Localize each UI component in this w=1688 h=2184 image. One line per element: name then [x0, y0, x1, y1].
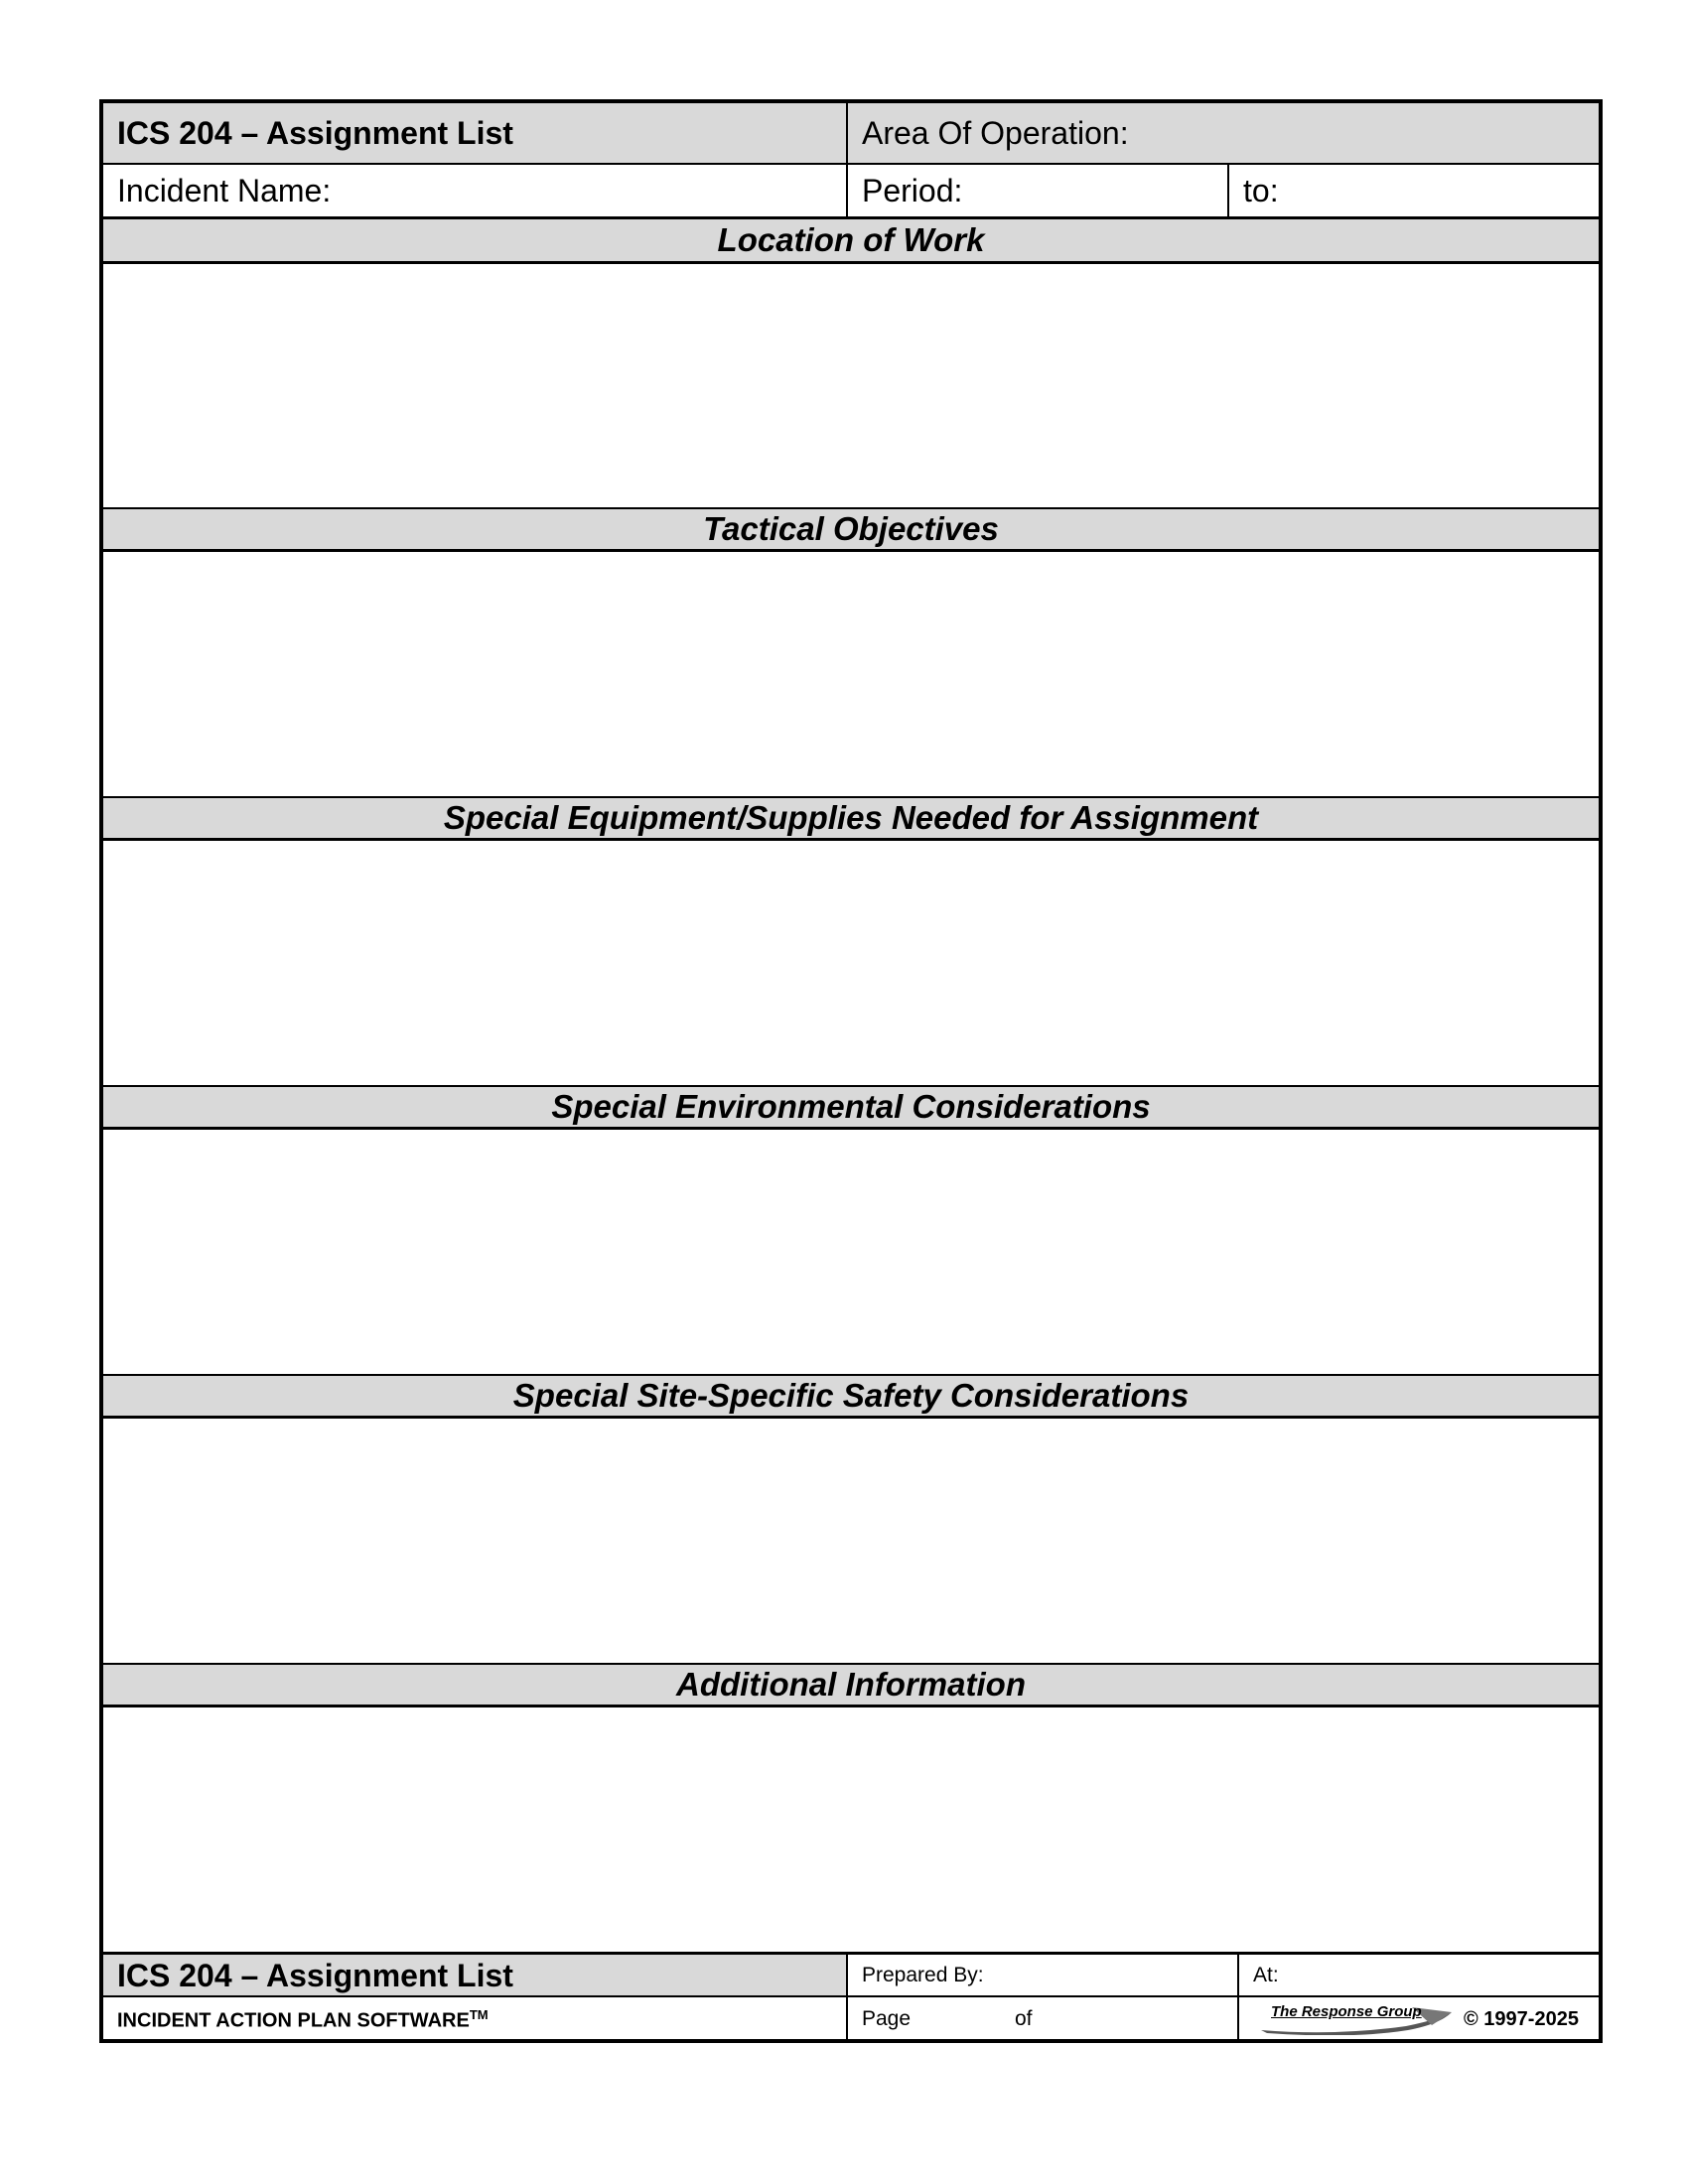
section-header-environmental: [103, 1087, 1599, 1127]
section-header-tactical-objectives: [103, 509, 1599, 549]
area-of-operation-field[interactable]: [848, 103, 1599, 163]
at-label: At:: [1253, 1964, 1279, 1986]
response-group-logo: [1257, 2003, 1456, 2035]
section-title-site-safety: Special Site-Specific Safety Considerations: [512, 1377, 1190, 1414]
additional-information-entry[interactable]: [103, 1707, 1599, 1952]
special-equipment-entry[interactable]: [103, 841, 1599, 1085]
copyright-label: © 1997-2025: [1464, 2008, 1579, 2030]
trademark-mark: TM: [469, 2007, 489, 2022]
software-name: INCIDENT ACTION PLAN SOFTWARE: [117, 2009, 470, 2032]
section-header-site-safety: [103, 1376, 1599, 1416]
of-label: of: [1015, 2007, 1033, 2030]
section-title-location-of-work: Location of Work: [717, 221, 985, 258]
ics-204-form: [99, 99, 1603, 2043]
incident-name-field[interactable]: [103, 165, 846, 216]
section-title-environmental: Special Environmental Considerations: [551, 1088, 1151, 1125]
section-header-location-of-work: [103, 219, 1599, 261]
section-header-special-equipment: [103, 798, 1599, 838]
prepared-at-field[interactable]: [1239, 1955, 1599, 1995]
prepared-by-field[interactable]: [848, 1955, 1237, 1995]
section-header-additional-information: [103, 1665, 1599, 1705]
prepared-by-label: Prepared By:: [862, 1964, 984, 1986]
period-field[interactable]: [848, 165, 1227, 216]
page-label: Page: [862, 2007, 912, 2030]
copyright-cell: [1239, 1997, 1599, 2039]
tactical-objectives-entry[interactable]: [103, 552, 1599, 796]
period-to-field[interactable]: [1229, 165, 1599, 216]
environmental-entry[interactable]: [103, 1130, 1599, 1374]
software-cell: [103, 1997, 846, 2039]
header-title-cell: [103, 103, 846, 163]
location-of-work-entry[interactable]: [103, 264, 1599, 507]
period-label: Period:: [862, 173, 963, 208]
form-title: ICS 204 – Assignment List: [117, 115, 513, 151]
page-number-field[interactable]: [848, 1997, 1237, 2039]
footer-title-cell: [103, 1955, 846, 1995]
section-title-special-equipment: Special Equipment/Supplies Needed for Assignment: [443, 799, 1259, 836]
logo-text: The Response Group: [1271, 2003, 1422, 2020]
software-label: [117, 2007, 489, 2033]
incident-name-label: Incident Name:: [117, 173, 332, 208]
site-safety-entry[interactable]: [103, 1419, 1599, 1663]
to-label: to:: [1243, 173, 1279, 208]
section-title-tactical-objectives: Tactical Objectives: [703, 510, 999, 547]
section-title-additional-information: Additional Information: [676, 1666, 1026, 1703]
area-of-operation-label: Area Of Operation:: [862, 115, 1129, 151]
footer-form-title: ICS 204 – Assignment List: [117, 1958, 513, 1993]
